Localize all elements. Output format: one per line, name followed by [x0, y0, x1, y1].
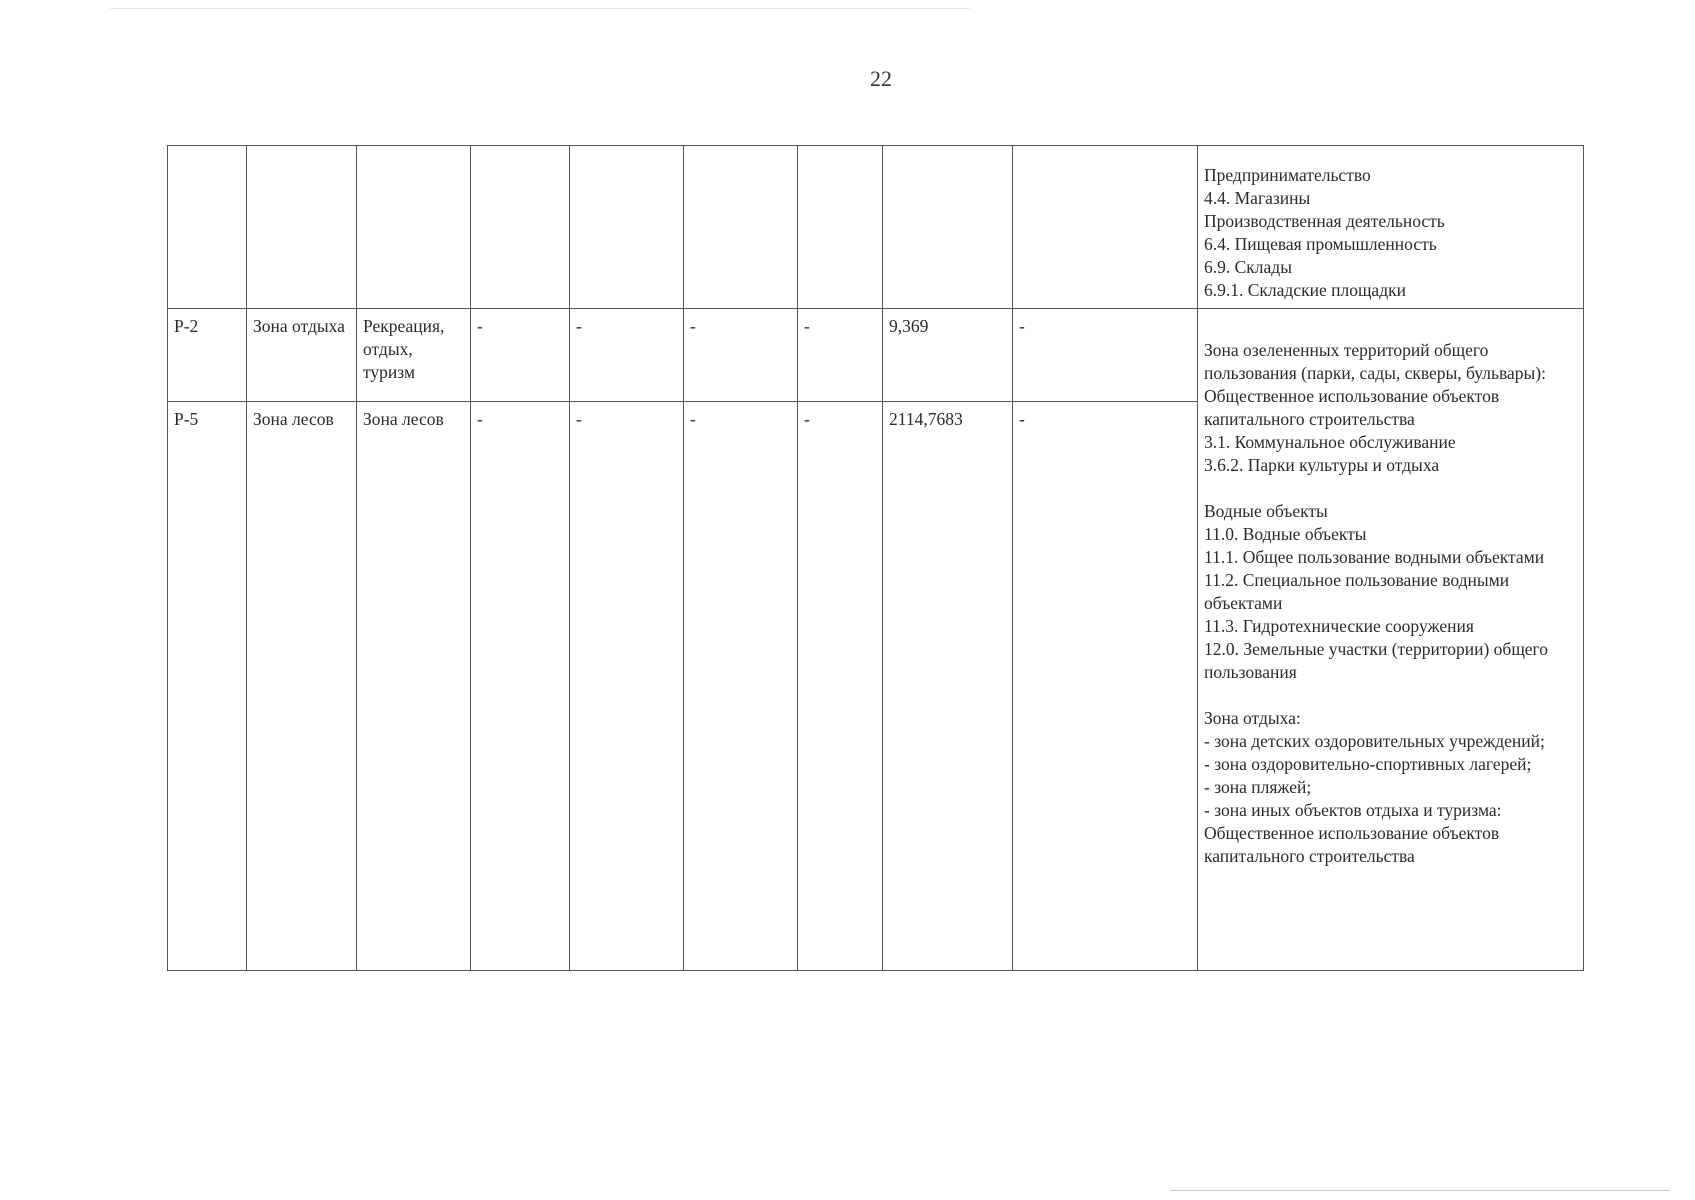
table-cell — [798, 146, 883, 309]
table-cell — [883, 146, 1013, 309]
permitted-use-line: - зона иных объектов отдыха и туризма: — [1204, 800, 1502, 820]
permitted-use-line: - зона пляжей; — [1204, 777, 1312, 797]
table-cell: - — [798, 402, 883, 971]
permitted-use-line: 11.1. Общее пользование водными объектами — [1204, 547, 1545, 567]
permitted-use-line: Зона озелененных территорий общего пользования (парки, сады, скверы, бульвары): — [1204, 340, 1546, 383]
permitted-use-line: - зона оздоровительно-спортивных лагерей; — [1204, 754, 1532, 774]
table-cell: - — [570, 309, 684, 402]
table-cell: - — [570, 402, 684, 971]
permitted-use-line: Водные объекты — [1204, 501, 1328, 521]
permitted-uses-cell — [1198, 146, 1584, 309]
permitted-use-line: Производственная деятельность — [1204, 211, 1445, 231]
table-cell: - — [471, 309, 570, 402]
table-cell: - — [471, 402, 570, 971]
permitted-use-line: 6.9. Склады — [1204, 257, 1292, 277]
permitted-use-line: - зона детских оздоровительных учреждений; — [1204, 731, 1545, 751]
permitted-use-line: Зона отдыха: — [1204, 708, 1301, 728]
zone-area-cell: 9,369 — [883, 309, 1013, 402]
zone-area-cell: 2114,7683 — [883, 402, 1013, 971]
permitted-uses-cell — [1198, 309, 1584, 971]
permitted-use-line: 12.0. Земельные участки (территории) общего пользования — [1204, 639, 1549, 682]
table-cell — [1013, 146, 1198, 309]
table-cell: - — [684, 309, 798, 402]
blank-line — [1204, 477, 1578, 500]
permitted-use-line: 4.4. Магазины — [1204, 188, 1311, 208]
table-cell: - — [1013, 402, 1198, 971]
table-cell — [684, 146, 798, 309]
zone-purpose-cell: Рекреация, отдых, туризм — [357, 309, 471, 402]
table-cell: - — [684, 402, 798, 971]
permitted-use-line: 3.1. Коммунальное обслуживание — [1204, 432, 1456, 452]
zone-name-cell: Зона отдыха — [247, 309, 357, 402]
zone-code-cell: Р-2 — [168, 309, 247, 402]
zone-name-cell: Зона лесов — [247, 402, 357, 971]
table-cell — [168, 146, 247, 309]
zone-purpose-cell: Зона лесов — [357, 402, 471, 971]
table-cell — [471, 146, 570, 309]
permitted-use-line: Общественное использование объектов капитального строительства — [1204, 823, 1500, 866]
table-row — [168, 146, 1584, 309]
scan-artifact-top — [110, 8, 970, 9]
permitted-use-line: Общественное использование объектов капитального строительства — [1204, 386, 1500, 429]
permitted-use-line: 3.6.2. Парки культуры и отдыха — [1204, 455, 1440, 475]
permitted-use-line: Предпринимательство — [1204, 165, 1371, 185]
permitted-use-line: 6.9.1. Складские площадки — [1204, 280, 1406, 300]
permitted-use-line: 11.3. Гидротехнические сооружения — [1204, 616, 1474, 636]
permitted-use-line: 11.2. Специальное пользование водными объектами — [1204, 570, 1510, 613]
permitted-use-line: 11.0. Водные объекты — [1204, 524, 1367, 544]
table-row — [168, 309, 1584, 402]
scan-artifact-bottom — [1170, 1190, 1670, 1191]
page-number: 22 — [870, 66, 892, 91]
blank-line — [1204, 684, 1578, 707]
zones-table — [167, 145, 1584, 971]
zone-code-cell: Р-5 — [168, 402, 247, 971]
table-cell — [247, 146, 357, 309]
table-cell — [570, 146, 684, 309]
permitted-use-line: 6.4. Пищевая промышленность — [1204, 234, 1437, 254]
table-cell: - — [798, 309, 883, 402]
table-cell — [357, 146, 471, 309]
table-cell: - — [1013, 309, 1198, 402]
